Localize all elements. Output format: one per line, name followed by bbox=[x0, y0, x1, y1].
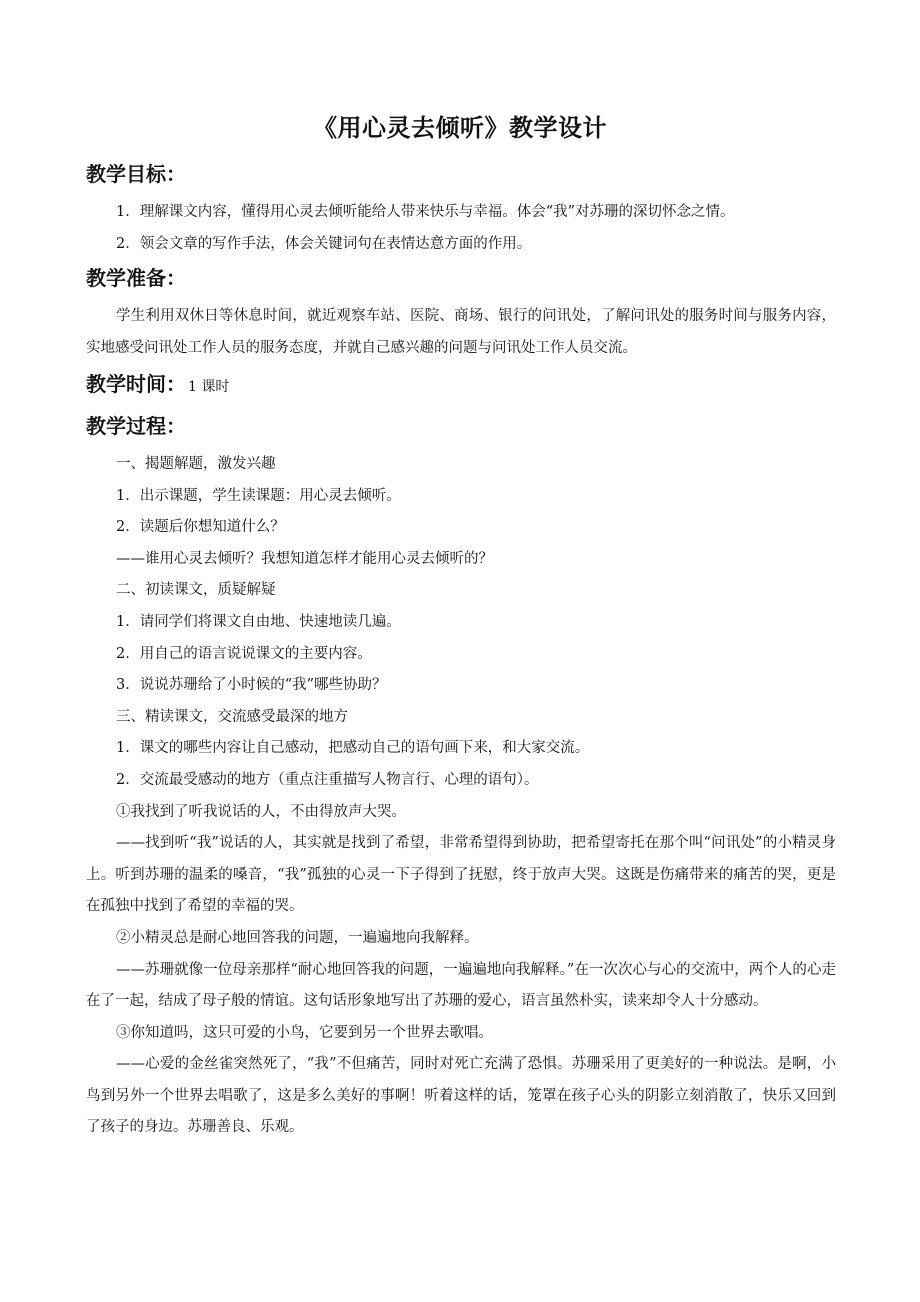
process-line: 1．出示课题，学生读课题：用心灵去倾听。 bbox=[116, 487, 401, 504]
document-title: 《用心灵去倾听》教学设计 bbox=[313, 114, 607, 142]
process-line: 1．课文的哪些内容让自己感动，把感动自己的语句画下来，和大家交流。 bbox=[116, 740, 590, 757]
process-line: 2．用自己的语言说说课文的主要内容。 bbox=[116, 645, 372, 662]
process-heading: 教学过程： bbox=[86, 414, 186, 438]
process-line: ②小精灵总是耐心地回答我的问题，一遍遍地向我解释。 bbox=[116, 929, 479, 946]
process-line: ——心爱的金丝雀突然死了，“我”不但痛苦，同时对死亡充满了恐惧。苏珊采用了更美好的一种说法。是啊，小鸟到另外一个世界去唱歌了，这是多么美好的事啊！听着这样的话，笼罩在孩子心头的阴影立刻消散了，快乐又回到了孩子的身边。苏珊善良、乐观。 bbox=[86, 1056, 836, 1136]
process-line: ——找到听“我”说话的人，其实就是找到了希望，非常希望得到协助，把希望寄托在那个叫“问讯处”的小精灵身上。听到苏珊的温柔的嗓音，“我”孤独的心灵一下子得到了抚慰，终于放声大哭。这既是伤痛带来的痛苦的哭，更是在孤独中找到了希望的幸福的哭。 bbox=[86, 835, 836, 915]
preparation-block bbox=[86, 301, 836, 364]
process-line: 二、初读课文，质疑解疑 bbox=[116, 582, 276, 599]
preparation-text: 学生利用双休日等休息时间，就近观察车站、医院、商场、银行的问讯处，了解问讯处的服务时间与服务内容，实地感受问讯处工作人员的服务态度，并就自己感兴趣的问题与问讯处工作人员交流。 bbox=[86, 308, 836, 356]
time-heading: 教学时间： bbox=[86, 372, 186, 396]
objective-item: 1．理解课文内容，懂得用心灵去倾听能给人带来快乐与幸福。体会“我”对苏珊的深切怀念之情。 bbox=[116, 204, 735, 220]
process-block bbox=[86, 449, 836, 1144]
process-line: 一、揭题解题，激发兴趣 bbox=[116, 456, 276, 472]
objectives-list bbox=[86, 197, 836, 260]
process-line: 三、精读课文，交流感受最深的地方 bbox=[116, 708, 348, 725]
process-line: ——苏珊就像一位母亲那样“耐心地回答我的问题，一遍遍地向我解释。”在一次次心与心的交流中，两个人的心走在了一起，结成了母子般的情谊。这句话形象地写出了苏珊的爱心，语言虽然朴实，读来却令人十分感动。 bbox=[86, 961, 836, 1010]
time-row bbox=[86, 370, 229, 401]
process-line: ③你知道吗，这只可爱的小鸟，它要到另一个世界去歌唱。 bbox=[116, 1024, 493, 1041]
preparation-heading: 教学准备： bbox=[86, 266, 186, 290]
process-line: 2．交流最受感动的地方（重点注重描写人物言行、心理的语句）。 bbox=[116, 771, 539, 788]
time-value: 1 课时 bbox=[188, 379, 230, 395]
objectives-heading: 教学目标： bbox=[86, 162, 186, 186]
process-line: ——谁用心灵去倾听？我想知道怎样才能用心灵去倾听的？ bbox=[116, 550, 493, 567]
process-line: ①我找到了听我说话的人，不由得放声大哭。 bbox=[116, 803, 406, 820]
objective-item: 2．领会文章的写作手法，体会关键词句在表情达意方面的作用。 bbox=[116, 235, 532, 252]
process-line: 2．读题后你想知道什么？ bbox=[116, 519, 285, 536]
process-line: 3．说说苏珊给了小时候的“我”哪些协助？ bbox=[116, 677, 387, 694]
process-line: 1．请同学们将课文自由地、快速地读几遍。 bbox=[116, 613, 401, 630]
